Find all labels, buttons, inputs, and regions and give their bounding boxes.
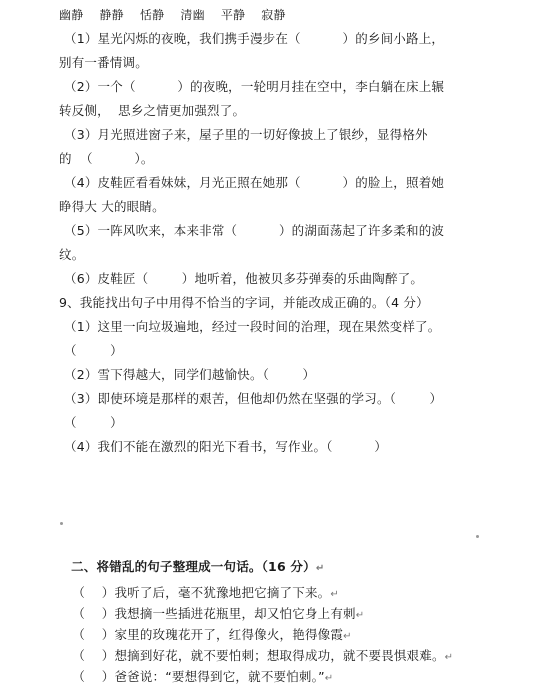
return-mark: ↵ <box>444 652 454 663</box>
fill-blank-line: （4）皮鞋匠看看妹妹，月光正照在她那（ ）的脸上，照着她 <box>64 175 445 190</box>
return-mark: ↵ <box>343 631 352 642</box>
fill-blank-line: 的 （ ）。 <box>59 151 154 166</box>
fill-blank-line: （1）星光闪烁的夜晚，我们携手漫步在（ ）的乡间小路上， <box>64 31 445 46</box>
fill-blank-line: （5）一阵风吹来，本来非常（ ）的湖面荡起了许多柔和的波 <box>64 223 445 238</box>
question-9-title: 9、我能找出句子中用得不恰当的字词，并能改成正确的。（4 分） <box>59 295 429 310</box>
reorder-item-text: （ ）爸爸说：“要想得到它，就不要怕刺。” <box>72 669 325 684</box>
fill-blank-line: （6）皮鞋匠（ ）地听着，他被贝多芬弹奏的乐曲陶醉了。 <box>64 271 424 286</box>
scan-speck <box>60 522 63 525</box>
question-9-line: （1）这里一向垃圾遍地，经过一段时间的治理，现在果然变样了。 <box>64 319 441 334</box>
reorder-item-text: （ ）家里的玫瑰花开了，红得像火，艳得像霞 <box>72 627 344 642</box>
section-2-title-text: 二、将错乱的句子整理成一句话。（16 分） <box>71 559 316 574</box>
reorder-item-text: （ ）我想摘一些插进花瓶里，却又怕它身上有刺 <box>72 606 356 621</box>
scan-speck <box>476 535 479 538</box>
fill-blank-line: 睁得大 大的眼睛。 <box>59 199 165 214</box>
fill-blank-line: （2）一个（ ）的夜晚，一轮明月挂在空中，李白躺在床上辗 <box>64 79 445 94</box>
return-mark: ↵ <box>355 610 365 621</box>
return-mark: ↵ <box>315 563 325 574</box>
reorder-item <box>64 653 333 687</box>
question-9-line: （4）我们不能在激烈的阳光下看书，写作业。（ ） <box>64 439 388 454</box>
question-9-line: （3）即使环境是那样的艰苦，但他却仍然在坚强的学习。（ ） <box>64 391 443 406</box>
reorder-item-text: （ ）我听了后，毫不犹豫地把它摘了下来。 <box>72 585 331 600</box>
question-9-line: （ ） <box>64 415 123 430</box>
word-bank: 幽静 静静 恬静 清幽 平静 寂静 <box>59 8 286 22</box>
reorder-item-text: （ ）想摘到好花，就不要怕刺；想取得成功，就不要畏惧艰难。 <box>72 648 445 663</box>
fill-blank-line: 纹。 <box>59 247 85 262</box>
fill-blank-line: 转反侧， 思乡之情更加强烈了。 <box>59 103 246 118</box>
return-mark: ↵ <box>330 589 339 600</box>
question-9-line: （2）雪下得越大，同学们越愉快。（ ） <box>64 367 316 382</box>
fill-blank-line: 别有一番情调。 <box>59 55 148 70</box>
return-mark: ↵ <box>324 673 334 684</box>
fill-blank-line: （3）月光照进窗子来，屋子里的一切好像披上了银纱，显得格外 <box>64 127 428 142</box>
question-9-line: （ ） <box>64 343 123 358</box>
